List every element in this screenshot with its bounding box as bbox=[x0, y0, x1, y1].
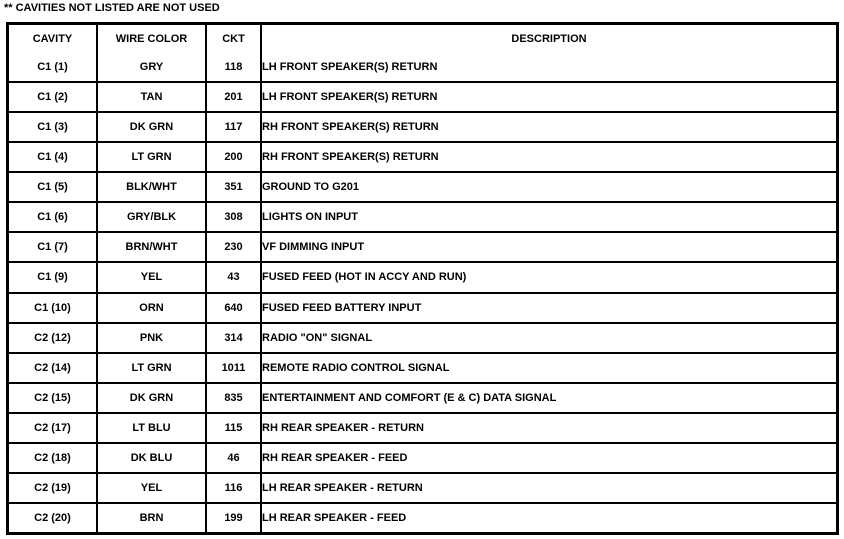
table-row bbox=[9, 53, 836, 83]
cell-wire-color: GRY bbox=[98, 53, 207, 83]
cell-cavity: C1 (3) bbox=[9, 113, 98, 143]
table-row bbox=[9, 294, 836, 324]
connector-wiring-table bbox=[6, 22, 839, 535]
table-row bbox=[9, 414, 836, 444]
cell-cavity: C2 (14) bbox=[9, 354, 98, 384]
table-row bbox=[9, 474, 836, 504]
cell-ckt: 351 bbox=[207, 173, 262, 203]
cell-description: LH FRONT SPEAKER(S) RETURN bbox=[262, 53, 836, 83]
cell-description: VF DIMMING INPUT bbox=[262, 233, 836, 263]
cell-wire-color: YEL bbox=[98, 474, 207, 504]
cell-cavity: C1 (7) bbox=[9, 233, 98, 263]
cell-ckt: 835 bbox=[207, 384, 262, 414]
cell-cavity: C1 (5) bbox=[9, 173, 98, 203]
cell-cavity: C1 (10) bbox=[9, 294, 98, 324]
cell-cavity: C1 (6) bbox=[9, 203, 98, 233]
cell-description: FUSED FEED (HOT IN ACCY AND RUN) bbox=[262, 263, 836, 293]
cell-cavity: C2 (19) bbox=[9, 474, 98, 504]
table-row bbox=[9, 143, 836, 173]
cell-ckt: 200 bbox=[207, 143, 262, 173]
cell-description: GROUND TO G201 bbox=[262, 173, 836, 203]
cell-description: RH FRONT SPEAKER(S) RETURN bbox=[262, 143, 836, 173]
table-row bbox=[9, 444, 836, 474]
cell-ckt: 1011 bbox=[207, 354, 262, 384]
cell-ckt: 201 bbox=[207, 83, 262, 113]
header-cavity: CAVITY bbox=[9, 25, 98, 53]
cell-wire-color: GRY/BLK bbox=[98, 203, 207, 233]
cell-description: REMOTE RADIO CONTROL SIGNAL bbox=[262, 354, 836, 384]
cell-wire-color: LT GRN bbox=[98, 143, 207, 173]
cell-description: LIGHTS ON INPUT bbox=[262, 203, 836, 233]
table-header-row bbox=[9, 25, 836, 53]
cell-wire-color: YEL bbox=[98, 263, 207, 293]
cell-description: RADIO "ON" SIGNAL bbox=[262, 324, 836, 354]
cell-ckt: 117 bbox=[207, 113, 262, 143]
cell-cavity: C1 (4) bbox=[9, 143, 98, 173]
cell-description: LH REAR SPEAKER - RETURN bbox=[262, 474, 836, 504]
table-row bbox=[9, 263, 836, 293]
header-description: DESCRIPTION bbox=[511, 33, 587, 45]
cell-wire-color: ORN bbox=[98, 294, 207, 324]
table-body bbox=[9, 53, 836, 532]
cell-ckt: 46 bbox=[207, 444, 262, 474]
table-row bbox=[9, 324, 836, 354]
cell-description: FUSED FEED BATTERY INPUT bbox=[262, 294, 836, 324]
table-row bbox=[9, 83, 836, 113]
cell-cavity: C2 (15) bbox=[9, 384, 98, 414]
cell-description: ENTERTAINMENT AND COMFORT (E & C) DATA SIGNAL bbox=[262, 384, 836, 414]
cell-ckt: 116 bbox=[207, 474, 262, 504]
cell-cavity: C2 (20) bbox=[9, 504, 98, 532]
cell-wire-color: LT BLU bbox=[98, 414, 207, 444]
cell-cavity: C1 (1) bbox=[9, 53, 98, 83]
cell-description: LH REAR SPEAKER - FEED bbox=[262, 511, 407, 524]
cell-ckt: 308 bbox=[207, 203, 262, 233]
cell-wire-color: DK GRN bbox=[98, 113, 207, 143]
cell-cavity: C2 (17) bbox=[9, 414, 98, 444]
cell-wire-color: TAN bbox=[98, 83, 207, 113]
cell-wire-color: BRN bbox=[98, 504, 207, 532]
cell-wire-color: LT GRN bbox=[98, 354, 207, 384]
cell-description: RH FRONT SPEAKER(S) RETURN bbox=[262, 113, 836, 143]
cell-cavity: C2 (12) bbox=[9, 324, 98, 354]
cell-description: RH REAR SPEAKER - RETURN bbox=[262, 414, 836, 444]
cell-wire-color: DK GRN bbox=[98, 384, 207, 414]
table-row bbox=[9, 504, 836, 532]
cell-cavity: C1 (9) bbox=[9, 263, 98, 293]
cell-wire-color: PNK bbox=[98, 324, 207, 354]
table-row bbox=[9, 173, 836, 203]
table-row bbox=[9, 203, 836, 233]
cell-description: LH FRONT SPEAKER(S) RETURN bbox=[262, 83, 836, 113]
cell-ckt: 640 bbox=[207, 294, 262, 324]
cell-ckt: 43 bbox=[207, 263, 262, 293]
table-row bbox=[9, 354, 836, 384]
cell-description: RH REAR SPEAKER - FEED bbox=[262, 444, 836, 474]
cell-wire-color: BRN/WHT bbox=[98, 233, 207, 263]
table-row bbox=[9, 384, 836, 414]
cell-wire-color: BLK/WHT bbox=[98, 173, 207, 203]
header-wire-color: WIRE COLOR bbox=[98, 25, 207, 53]
header-ckt: CKT bbox=[207, 25, 262, 53]
table-note: ** CAVITIES NOT LISTED ARE NOT USED bbox=[4, 2, 220, 14]
table-row bbox=[9, 113, 836, 143]
cell-cavity: C1 (2) bbox=[9, 83, 98, 113]
cell-ckt: 115 bbox=[207, 414, 262, 444]
cell-wire-color: DK BLU bbox=[98, 444, 207, 474]
cell-ckt: 199 bbox=[207, 504, 262, 532]
table-row bbox=[9, 233, 836, 263]
cell-ckt: 314 bbox=[207, 324, 262, 354]
cell-cavity: C2 (18) bbox=[9, 444, 98, 474]
cell-ckt: 118 bbox=[207, 53, 262, 83]
cell-ckt: 230 bbox=[207, 233, 262, 263]
